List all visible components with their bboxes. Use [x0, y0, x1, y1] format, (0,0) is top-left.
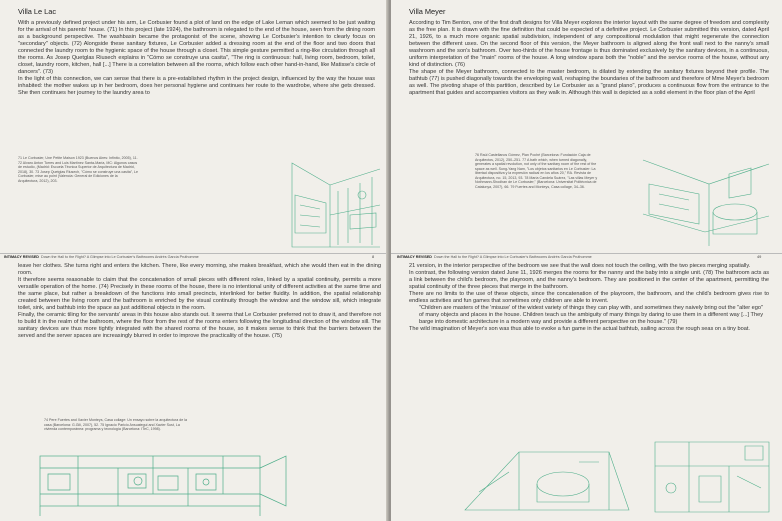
running-header-left: [4, 255, 199, 259]
paragraph: 21 version, in the interior perspective of the bedroom we see that the wall does not touch the ceiling, with the two pieces merging spatially.: [409, 263, 751, 269]
paragraph: In the light of this connection, we can sense that there is a pre-established rhythm in the project design, influenced by the way the house was inhabited: the mother wakes up in her bedroom, does her personal hygiene and continues her route to the wardrobe, where she gets dressed. She then continues her journey to the laundry area to: [18, 76, 375, 97]
footnote: 76 Raúl Castellanos Gómez, Plan Poché (Barcelona: Fundación Caja de Arquitectos, 2012), 250–251. 77 A bath which, when turned diagonally, generates a spatial revolution, not only of the sanitary room of the rest of the space as well. Sung-Yang Nam, "Los objetos sanitarios en Le Corbusier: La libertad dispositiva y la expresión radical en los años 20," RA. Revista de Arquitectura, no. 15, 2013, 93. 78 María Candela Suárez, "Las villas Meyer y Nothmann-Shodhan de Le Corbusier," (Barcelona: Universitat Politècnica de Catalunya, 2007), 66. 79 Fuertes and Monteys, Casa collage, 34–36.: [475, 153, 598, 189]
paragraph: Finally, the ceramic tiling for the servants' areas in this house also stands out. It seems that Le Corbusier preferred not to draw it, and therefore not to build it in the realm of the bathroom, where the floor from the rest of the rooms enters following the longitudinal direction of the window sill. The sanitary devices are thus more tightly integrated with the shared rooms of the house, so it makes sense to think that the barriers between the served and the server spaces are increasingly blurred in order to improve the practicality of the house. (75): [18, 312, 381, 340]
villa-meyer-bath-detail: [459, 432, 639, 518]
paragraph: It therefore seems reasonable to claim that the concatenation of small pieces with different roles, linked by a spatial continuity, permits a more versatile operation of the home. (74) Precisely in these rooms of the house, there is no intentional unity of different activities at the same time and the same place, but rather a breakdown of the functions into small precincts, interlinked for better fluidity. In addition, the spatial relationship created between the living room and the bathroom is enriched by the visual continuity through the window and the window sill, which integrate toilet, sink, and bathtub into the space as just additional objects in the room.: [18, 277, 381, 312]
floor-plan-icon: [649, 432, 777, 518]
bath-plan-icon: [459, 432, 639, 518]
quote-paragraph: "Children are masters of the 'misuse' of the widest variety of things they can play with, and sometimes they naively bring out the "alter ego" of many objects and places in the house. Children teach us the ambiguity of many things by daring to use them in a different way [...] They barge into domestic architecture in a modern way and provide a different perspective on the house." (79): [419, 305, 763, 326]
footnote: 74 Pere Fuertes and Xavier Monteys, Casa collage: Un ensayo sobre la arquitectura de la casa (Barcelona: G.Gili, 2007), 52. 75 Ignacio Paricio Ansuategui and Xavier Sust, La vivienda contemporánea: programa y tecnología (Barcelona: ITeC, 1998).: [44, 418, 188, 431]
paragraph: In contrast, the following version dated June 11, 1926 merges the rooms for the nanny and the baby into a single unit. (78) The bathroom acts as a link between the child's bedroom, the playroom, and the nanny's bedroom. They are positioned in the center of the apartment, permitting the spatial continuity of the three pieces that merge in the bathroom.: [409, 270, 769, 291]
paragraph: The wild imagination of Meyer's son was thus able to evoke a fun game in the actual bathtub, sailing across the rough seas on a tiny boat.: [409, 326, 750, 333]
paragraph: According to Tim Benton, one of the first draft designs for Villa Meyer explores the interior layout with the same degree of freedom and complexity as the free plan. It is drawn with the fine definition that could be expected of a definitive project. Le Corbusier submitted this version, dated April 21, 1926, to a much more organic spatial subdivision, independent of any compositional modulation that might regenerate the connection between the different uses. On the second floor of this version, the Meyer bathroom is aligned along the front wall next to the nanny's small washroom and the son's bathroom. Over two-thirds of the house frontage is thus dominated exclusively by the sanitary devices, in a continuous, uniform interpretation of the "main" rooms of the house. A long window spans both the "noble" and the service rooms of the house, without any kind of distinction. (76): [409, 20, 769, 69]
interior-sketch-icon: [639, 154, 774, 250]
running-header-bold: INTIMACY REVISED: [397, 255, 432, 259]
section-title-villa-meyer: Villa Meyer: [409, 7, 446, 16]
paragraph: With a previously defined project under his arm, Le Corbusier found a plot of land on the edge of Lake Leman which seemed to be just waiting for the arrival of his parents' house. (71) In this project (late 1924), the bathroom is relegated to the end of the house, seen from the dining room as a background perspective. The washbasin became the protagonist of the scene, showing Le Corbusier's intention to clearly focus on "secondary" objects. (72) Alongside these sanitary fixtures, Le Corbusier added a dressing room at the end of the floor and two doors that connected the laundry room to the hygienic space of the house through a closet. This simple gesture permitted a ring-like circulation through all the rooms. As Josep Quetglas Riusech explains in "Cómo se construye una casita", "The ring is continuous: hall, living room, bedroom, toilet, closet, laundry room, kitchen, hall [...] There is a correlation between all the rooms, which follow each other hand-in-hand, like Matisse's circle of dancers". (73): [18, 20, 375, 76]
perspective-sketch-icon: [290, 155, 382, 251]
page-number-right: 49: [757, 254, 762, 259]
villa-meyer-floor-plan: [649, 432, 777, 518]
left-page: [0, 0, 389, 521]
footnotes-71-73: [18, 156, 138, 183]
paragraph: There are no limits to the use of these objects, since the concatenation of the playroom, the bathroom, and the child's bedroom gives rise to endless activities and fun games that sometimes only children are able to invent.: [409, 291, 769, 305]
page-break-line: [391, 253, 782, 254]
floor-plan-icon: [18, 446, 378, 521]
right-page: [391, 0, 782, 521]
footnotes-76-79: [475, 153, 599, 189]
right-bottom-text: [409, 263, 769, 333]
page-break-line: [0, 253, 389, 254]
running-header-right: [397, 255, 592, 259]
right-top-text: [409, 20, 769, 98]
villa-le-lac-perspective-sketch: [290, 155, 382, 251]
footnote: 71 Le Corbusier, Une Petite Maison 1923 (Buenos Aires: Infinito, 2005), 11. 72 Alvaro Anton Torres and Luis Martínez Santa-María, MC: Algunos casos de estudio, (Madrid: Escuela Técnica Superior de Arquitectura de Madrid, 2018), 30. 73 Josep Quetglas Riusech, "Cómo se construye una casita", Le Corbusier, mise au point (Valencia: General de Ediciones de la Arquitectura, 2012), 203.: [18, 156, 139, 183]
villa-le-lac-floor-plan: [18, 446, 378, 521]
left-bottom-text: [18, 263, 381, 341]
page-number-left: 8: [372, 254, 375, 259]
villa-meyer-bathroom-sketch: [639, 154, 774, 250]
running-header-text: Down the Hall to the Right? A Glimpse into Le Corbusier's Bathrooms Andrés García Pruthomme: [41, 255, 199, 259]
running-header-bold: INTIMACY REVISED: [4, 255, 39, 259]
paragraph: leave her clothes. She turns right and enters the kitchen. There, like every morning, she makes breakfast, which she would then eat in the dining room.: [18, 263, 381, 277]
paragraph: The shape of the Meyer bathroom, connected to the master bedroom, is dilated by extending the sanitary fixtures beyond their profile. The bathtub (77) is pushed diagonally towards the enveloping wall, reshaping the boundaries of the bathroom and therefore of Mme Meyer's bedroom as well. The pivoting shape of this partition, described by Le Corbusier as a "grand plano", produces a continuous flow from the entrance to the apartment that guides and accompanies visitors as they walk in. Although this wall is depicted as a solid element in the floor plan of the April: [409, 69, 769, 97]
left-top-text: [18, 20, 375, 98]
footnotes-74-75: [44, 418, 194, 432]
section-title-villa-le-lac: Villa Le Lac: [18, 7, 57, 16]
running-header-text: Down the Hall to the Right? A Glimpse into Le Corbusier's Bathrooms Andrés García Pruthomme: [434, 255, 592, 259]
